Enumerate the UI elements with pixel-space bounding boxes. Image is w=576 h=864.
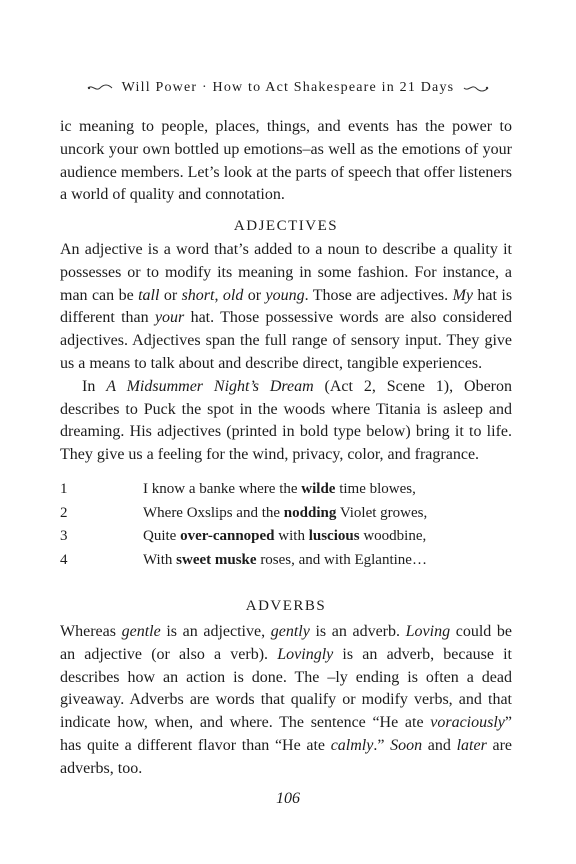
text-run: are adverbs, too. [60, 736, 512, 777]
bold-run: nodding [283, 504, 337, 521]
italic-run: young [265, 286, 305, 304]
text-run: time blowes, [335, 481, 416, 498]
verse-excerpt [60, 478, 512, 572]
running-title: Will Power · How to Act Shakespeare in 21 Days [121, 80, 455, 95]
adverbs-section [60, 621, 512, 781]
adjectives-heading: ADJECTIVES [233, 218, 339, 234]
right-ornament-icon [462, 83, 490, 93]
verse-row [60, 502, 512, 526]
text-run: woodbine, [359, 528, 427, 545]
verse-line-text [143, 481, 512, 498]
text-run: Quite [143, 528, 181, 545]
bold-run: sweet muske [176, 551, 257, 568]
text-run: with [274, 528, 309, 545]
italic-run: later [456, 736, 487, 754]
italic-run: gently [270, 623, 310, 640]
verse-line-text [143, 552, 512, 569]
verse-line-text [143, 528, 512, 545]
verse-line-number: 2 [60, 504, 68, 521]
text-run: or [159, 286, 182, 304]
intro-paragraph [60, 116, 512, 207]
adverbs-heading: ADVERBS [245, 598, 327, 614]
adjectives-section [60, 239, 512, 467]
text-run: (Act 2, Scene 1), Oberon describes to Puck the spot in the woods where Titania is asleep and dreaming. His adjectives (printed in bold type below) bring it to life. They give us a feeling for the wind, privacy, color, and fragrance. [60, 377, 513, 464]
adjectives-paragraph-2 [60, 376, 512, 467]
text-run: or [243, 286, 266, 304]
text-run: is an adverb. [309, 623, 406, 640]
verse-row [60, 549, 512, 573]
verse-line-number: 4 [60, 551, 68, 568]
italic-run: gentle [121, 623, 161, 640]
text-run: hat is different than [60, 286, 513, 327]
italic-run: voraciously [430, 714, 505, 732]
page-number: 106 [276, 790, 300, 807]
text-run: . Those are adjectives. [304, 286, 453, 304]
text-run: Whereas [60, 623, 122, 640]
verse-row [60, 525, 512, 549]
verse-line-number: 3 [60, 528, 68, 545]
text-run: An adjective is a word that’s added to a noun to describe a quality it possesses or to modify its meaning in some fashion. For instance, a man can be [60, 241, 512, 304]
bold-run: over-cannoped [180, 528, 275, 545]
text-run: is an adverb, because it describes how an action is done. The –ly ending is often a dead giveaway. Adverbs are words that qualify or modify verbs, and that indicate how, when, and where. The sentence “He ate [60, 645, 513, 732]
bold-run: wilde [301, 481, 336, 498]
italic-run: old [222, 286, 244, 304]
italic-run: Soon [390, 736, 423, 754]
italic-run: Loving [405, 623, 451, 640]
intro-text: ic meaning to people, places, things, and events has the power to uncork your own bottled up emotions–as well as the emotions of your audience members. Let’s look at the parts of speech that offer listeners a world of quality and connotation. [60, 118, 512, 204]
text-run: With [143, 551, 177, 568]
text-run: , [214, 286, 223, 304]
text-run: ” has quite a different flavor than “He ate [60, 714, 512, 754]
text-run: I know a banke where the [143, 481, 302, 498]
italic-run: tall [138, 286, 160, 304]
adjectives-paragraph-1 [60, 239, 512, 376]
text-run: could be an adjective (or also a verb). [60, 623, 512, 663]
text-run: Where Oxslips and the [143, 504, 284, 521]
adverbs-paragraph-1 [60, 621, 512, 781]
italic-run: your [154, 309, 185, 327]
verse-row [60, 478, 512, 502]
italic-run: short [181, 286, 215, 304]
left-ornament-icon [86, 83, 114, 93]
italic-run: calmly [330, 736, 374, 754]
text-run: is an adjective, [160, 623, 271, 640]
italic-run: A Midsummer Night’s Dream [106, 377, 314, 395]
running-header [60, 80, 516, 96]
text-run: hat. Those possessive words are also considered adjectives. Adjectives span the full range of sensory input. They give us a means to talk about and describe direct, tangible experiences. [60, 309, 512, 372]
italic-run: Lovingly [277, 645, 334, 663]
text-run: roses, and with Eglantine… [256, 551, 427, 568]
text-run: Violet growes, [336, 504, 428, 521]
italic-run: My [452, 286, 474, 304]
verse-line-text [143, 505, 512, 522]
text-run: and [422, 736, 457, 754]
bold-run: luscious [308, 528, 360, 545]
verse-line-number: 1 [60, 481, 68, 498]
text-run: .” [373, 736, 391, 754]
text-run: In [82, 377, 107, 395]
